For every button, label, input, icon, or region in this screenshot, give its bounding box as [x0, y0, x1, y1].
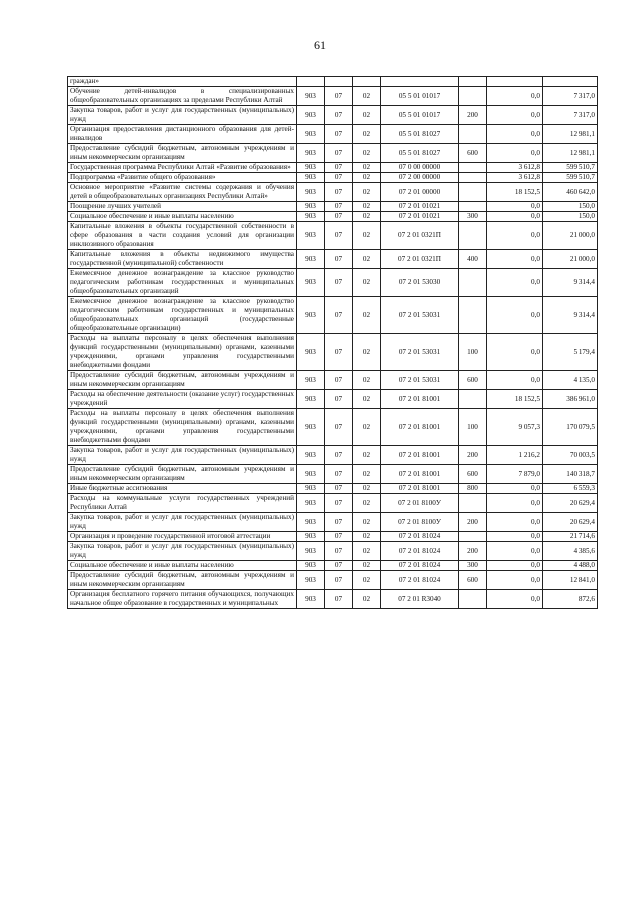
amount-1-cell: 0,0	[487, 250, 543, 269]
table-row	[68, 390, 598, 409]
expense-name-cell: Подпрограмма «Развитие общего образования»	[68, 173, 297, 183]
table-row	[68, 144, 598, 163]
expense-type-cell: 200	[459, 513, 487, 532]
target-article-cell: 07 2 01 53031	[381, 297, 459, 334]
amount-2-cell: 20 629,4	[543, 513, 598, 532]
amount-2-cell: 21 000,0	[543, 250, 598, 269]
amount-2-cell: 12 981,1	[543, 125, 598, 144]
subsection-code-cell: 02	[353, 125, 381, 144]
target-article-cell: 07 2 01 0321П	[381, 250, 459, 269]
target-article-cell: 07 2 01 81024	[381, 571, 459, 590]
subsection-code-cell: 02	[353, 513, 381, 532]
expense-name-cell: Социальное обеспечение и иные выплаты населению	[68, 561, 297, 571]
amount-1-cell: 0,0	[487, 590, 543, 609]
expense-type-cell: 300	[459, 212, 487, 222]
subsection-code-cell: 02	[353, 269, 381, 297]
subsection-code-cell: 02	[353, 297, 381, 334]
section-code-cell: 07	[325, 371, 353, 390]
table-row	[68, 513, 598, 532]
target-article-cell: 07 2 01 81024	[381, 542, 459, 561]
expense-type-cell	[459, 87, 487, 106]
expense-name-cell: граждан»	[68, 77, 297, 87]
expense-name-cell: Расходы на обеспечение деятельности (оказание услуг) государственных учреждений	[68, 390, 297, 409]
table-row	[68, 532, 598, 542]
target-article-cell: 07 2 01 0321П	[381, 222, 459, 250]
target-article-cell: 05 5 01 01017	[381, 106, 459, 125]
target-article-cell: 07 2 01 00000	[381, 183, 459, 202]
amount-2-cell: 599 510,7	[543, 173, 598, 183]
amount-2-cell: 21 714,6	[543, 532, 598, 542]
amount-1-cell: 0,0	[487, 532, 543, 542]
amount-2-cell: 7 317,0	[543, 106, 598, 125]
subsection-code-cell: 02	[353, 87, 381, 106]
expense-type-cell	[459, 125, 487, 144]
section-code-cell: 07	[325, 269, 353, 297]
amount-1-cell: 0,0	[487, 212, 543, 222]
expense-type-cell: 600	[459, 144, 487, 163]
amount-2-cell: 460 642,0	[543, 183, 598, 202]
expense-type-cell: 800	[459, 484, 487, 494]
expense-name-cell: Закупка товаров, работ и услуг для государственных (муниципальных) нужд	[68, 513, 297, 532]
table-row	[68, 542, 598, 561]
subsection-code-cell	[353, 77, 381, 87]
amount-2-cell: 70 003,5	[543, 446, 598, 465]
expense-name-cell: Ежемесячное денежное вознаграждение за классное руководство педагогическим работникам государственных и муниципальных общеобразовательных организаций	[68, 269, 297, 297]
ministry-code-cell: 903	[297, 371, 325, 390]
expense-type-cell	[459, 163, 487, 173]
table-row	[68, 212, 598, 222]
table-row	[68, 561, 598, 571]
table-row	[68, 571, 598, 590]
amount-1-cell: 0,0	[487, 494, 543, 513]
section-code-cell: 07	[325, 334, 353, 371]
target-article-cell: 07 2 01 01021	[381, 212, 459, 222]
expense-type-cell	[459, 173, 487, 183]
subsection-code-cell: 02	[353, 484, 381, 494]
amount-2-cell: 599 510,7	[543, 163, 598, 173]
ministry-code-cell: 903	[297, 513, 325, 532]
subsection-code-cell: 02	[353, 494, 381, 513]
expense-type-cell: 100	[459, 409, 487, 446]
expense-name-cell: Расходы на коммунальные услуги государственных учреждений Республики Алтай	[68, 494, 297, 513]
section-code-cell: 07	[325, 494, 353, 513]
subsection-code-cell: 02	[353, 371, 381, 390]
amount-2-cell: 872,6	[543, 590, 598, 609]
ministry-code-cell: 903	[297, 465, 325, 484]
section-code-cell: 07	[325, 87, 353, 106]
table-row	[68, 183, 598, 202]
expense-name-cell: Обучение детей-инвалидов в специализированных общеобразовательных организациях за пределами Республики Алтай	[68, 87, 297, 106]
ministry-code-cell: 903	[297, 532, 325, 542]
section-code-cell: 07	[325, 222, 353, 250]
ministry-code-cell: 903	[297, 409, 325, 446]
expense-type-cell	[459, 202, 487, 212]
amount-2-cell: 4 385,6	[543, 542, 598, 561]
ministry-code-cell: 903	[297, 484, 325, 494]
amount-1-cell: 18 152,5	[487, 390, 543, 409]
expense-name-cell: Предоставление субсидий бюджетным, автономным учреждениям и иным некоммерческим организациям	[68, 371, 297, 390]
subsection-code-cell: 02	[353, 144, 381, 163]
ministry-code-cell: 903	[297, 494, 325, 513]
expense-type-cell: 600	[459, 371, 487, 390]
target-article-cell: 07 2 01 53031	[381, 334, 459, 371]
amount-1-cell: 0,0	[487, 87, 543, 106]
table-row	[68, 222, 598, 250]
table-row	[68, 163, 598, 173]
table-row	[68, 77, 598, 87]
target-article-cell	[381, 77, 459, 87]
ministry-code-cell: 903	[297, 390, 325, 409]
page-number: 61	[314, 38, 326, 52]
amount-1-cell: 0,0	[487, 269, 543, 297]
table-row	[68, 297, 598, 334]
section-code-cell: 07	[325, 144, 353, 163]
target-article-cell: 05 5 01 81027	[381, 144, 459, 163]
amount-1-cell: 0,0	[487, 222, 543, 250]
target-article-cell: 07 2 01 8100У	[381, 494, 459, 513]
expense-type-cell	[459, 390, 487, 409]
amount-2-cell: 5 179,4	[543, 334, 598, 371]
table-row	[68, 334, 598, 371]
expense-type-cell	[459, 532, 487, 542]
amount-1-cell: 18 152,5	[487, 183, 543, 202]
ministry-code-cell: 903	[297, 250, 325, 269]
expense-name-cell: Организация предоставления дистанционного образования для детей-инвалидов	[68, 125, 297, 144]
section-code-cell: 07	[325, 561, 353, 571]
subsection-code-cell: 02	[353, 465, 381, 484]
section-code-cell: 07	[325, 163, 353, 173]
amount-2-cell: 386 961,0	[543, 390, 598, 409]
amount-2-cell: 170 079,5	[543, 409, 598, 446]
amount-1-cell: 0,0	[487, 125, 543, 144]
amount-1-cell	[487, 77, 543, 87]
amount-2-cell: 140 318,7	[543, 465, 598, 484]
expense-name-cell: Ежемесячное денежное вознаграждение за классное руководство педагогическим работникам государственных и муниципальных общеобразовательных организаций (государственные общеобразовательные организации)	[68, 297, 297, 334]
target-article-cell: 05 5 01 81027	[381, 125, 459, 144]
table-row	[68, 250, 598, 269]
table-row	[68, 106, 598, 125]
section-code-cell: 07	[325, 590, 353, 609]
target-article-cell: 07 2 01 81001	[381, 465, 459, 484]
section-code-cell: 07	[325, 106, 353, 125]
amount-1-cell: 3 612,8	[487, 163, 543, 173]
expense-name-cell: Расходы на выплаты персоналу в целях обеспечения выполнения функций государственными (муниципальными) органами, казенными учреждениями, органами управления государственными внебюджетными фондами	[68, 409, 297, 446]
expense-type-cell	[459, 494, 487, 513]
expense-name-cell: Иные бюджетные ассигнования	[68, 484, 297, 494]
amount-1-cell: 9 057,3	[487, 409, 543, 446]
target-article-cell: 07 2 01 81001	[381, 484, 459, 494]
amount-2-cell: 7 317,0	[543, 87, 598, 106]
expense-type-cell: 100	[459, 334, 487, 371]
table-row	[68, 494, 598, 513]
expense-type-cell: 600	[459, 571, 487, 590]
subsection-code-cell: 02	[353, 250, 381, 269]
ministry-code-cell: 903	[297, 446, 325, 465]
amount-1-cell: 0,0	[487, 513, 543, 532]
subsection-code-cell: 02	[353, 590, 381, 609]
table-row	[68, 87, 598, 106]
expense-type-cell: 600	[459, 465, 487, 484]
ministry-code-cell: 903	[297, 297, 325, 334]
table-row	[68, 125, 598, 144]
subsection-code-cell: 02	[353, 390, 381, 409]
expense-type-cell	[459, 222, 487, 250]
amount-1-cell: 1 216,2	[487, 446, 543, 465]
ministry-code-cell: 903	[297, 183, 325, 202]
amount-1-cell: 0,0	[487, 144, 543, 163]
section-code-cell: 07	[325, 173, 353, 183]
ministry-code-cell: 903	[297, 590, 325, 609]
ministry-code-cell: 903	[297, 542, 325, 561]
amount-1-cell: 7 879,0	[487, 465, 543, 484]
expense-name-cell: Капитальные вложения в объекты государственной собственности в сфере образования в части создания условий для организации инклюзивного образования	[68, 222, 297, 250]
amount-1-cell: 0,0	[487, 484, 543, 494]
expense-name-cell: Капитальные вложения в объекты недвижимого имущества государственной (муниципальной) собственности	[68, 250, 297, 269]
ministry-code-cell: 903	[297, 144, 325, 163]
amount-2-cell: 150,0	[543, 202, 598, 212]
amount-1-cell: 0,0	[487, 561, 543, 571]
table-row	[68, 202, 598, 212]
subsection-code-cell: 02	[353, 334, 381, 371]
expense-type-cell	[459, 590, 487, 609]
table-row	[68, 269, 598, 297]
subsection-code-cell: 02	[353, 561, 381, 571]
expense-type-cell	[459, 269, 487, 297]
table-row	[68, 465, 598, 484]
expense-name-cell: Поощрение лучших учителей	[68, 202, 297, 212]
section-code-cell: 07	[325, 446, 353, 465]
section-code-cell: 07	[325, 465, 353, 484]
amount-2-cell	[543, 77, 598, 87]
expense-type-cell: 200	[459, 446, 487, 465]
amount-1-cell: 0,0	[487, 297, 543, 334]
target-article-cell: 07 2 01 53030	[381, 269, 459, 297]
target-article-cell: 07 2 01 81001	[381, 390, 459, 409]
target-article-cell: 07 2 01 81024	[381, 561, 459, 571]
ministry-code-cell: 903	[297, 334, 325, 371]
amount-2-cell: 20 629,4	[543, 494, 598, 513]
target-article-cell: 07 0 00 00000	[381, 163, 459, 173]
amount-2-cell: 150,0	[543, 212, 598, 222]
expense-type-cell	[459, 183, 487, 202]
section-code-cell: 07	[325, 183, 353, 202]
section-code-cell: 07	[325, 513, 353, 532]
subsection-code-cell: 02	[353, 222, 381, 250]
ministry-code-cell	[297, 77, 325, 87]
target-article-cell: 07 2 01 81024	[381, 532, 459, 542]
expense-name-cell: Основное мероприятие «Развитие системы содержания и обучения детей в общеобразовательных организациях Республики Алтай»	[68, 183, 297, 202]
target-article-cell: 07 2 01 81001	[381, 409, 459, 446]
amount-2-cell: 12 981,1	[543, 144, 598, 163]
ministry-code-cell: 903	[297, 87, 325, 106]
section-code-cell: 07	[325, 409, 353, 446]
table-row	[68, 590, 598, 609]
amount-1-cell: 0,0	[487, 371, 543, 390]
expense-name-cell: Закупка товаров, работ и услуг для государственных (муниципальных) нужд	[68, 446, 297, 465]
amount-1-cell: 0,0	[487, 202, 543, 212]
target-article-cell: 07 2 01 8100У	[381, 513, 459, 532]
ministry-code-cell: 903	[297, 173, 325, 183]
ministry-code-cell: 903	[297, 106, 325, 125]
target-article-cell: 07 2 01 01021	[381, 202, 459, 212]
ministry-code-cell: 903	[297, 561, 325, 571]
subsection-code-cell: 02	[353, 212, 381, 222]
amount-2-cell: 6 559,3	[543, 484, 598, 494]
amount-2-cell: 9 314,4	[543, 297, 598, 334]
target-article-cell: 07 2 01 81001	[381, 446, 459, 465]
amount-2-cell: 12 841,0	[543, 571, 598, 590]
amount-1-cell: 0,0	[487, 542, 543, 561]
amount-2-cell: 21 000,0	[543, 222, 598, 250]
ministry-code-cell: 903	[297, 125, 325, 144]
subsection-code-cell: 02	[353, 409, 381, 446]
table-row	[68, 173, 598, 183]
expense-name-cell: Предоставление субсидий бюджетным, автономным учреждениям и иным некоммерческим организациям	[68, 571, 297, 590]
subsection-code-cell: 02	[353, 446, 381, 465]
target-article-cell: 07 2 01 R3040	[381, 590, 459, 609]
ministry-code-cell: 903	[297, 212, 325, 222]
ministry-code-cell: 903	[297, 571, 325, 590]
expense-type-cell: 200	[459, 106, 487, 125]
expense-name-cell: Предоставление субсидий бюджетным, автономным учреждениям и иным некоммерческим организациям	[68, 465, 297, 484]
section-code-cell: 07	[325, 390, 353, 409]
section-code-cell: 07	[325, 250, 353, 269]
section-code-cell: 07	[325, 212, 353, 222]
target-article-cell: 07 2 01 53031	[381, 371, 459, 390]
table-row	[68, 371, 598, 390]
expense-name-cell: Закупка товаров, работ и услуг для государственных (муниципальных) нужд	[68, 106, 297, 125]
subsection-code-cell: 02	[353, 202, 381, 212]
subsection-code-cell: 02	[353, 571, 381, 590]
expense-name-cell: Организация бесплатного горячего питания обучающихся, получающих начальное общее образование в государственных и муниципальных	[68, 590, 297, 609]
budget-table	[67, 76, 598, 609]
expense-name-cell: Социальное обеспечение и иные выплаты населению	[68, 212, 297, 222]
expense-type-cell: 300	[459, 561, 487, 571]
section-code-cell: 07	[325, 484, 353, 494]
expense-name-cell: Государственная программа Республики Алтай «Развитие образования»	[68, 163, 297, 173]
subsection-code-cell: 02	[353, 173, 381, 183]
amount-2-cell: 9 314,4	[543, 269, 598, 297]
section-code-cell: 07	[325, 571, 353, 590]
section-code-cell: 07	[325, 125, 353, 144]
table-row	[68, 484, 598, 494]
expense-type-cell	[459, 77, 487, 87]
expense-name-cell: Закупка товаров, работ и услуг для государственных (муниципальных) нужд	[68, 542, 297, 561]
expense-name-cell: Организация и проведение государственной итоговой аттестации	[68, 532, 297, 542]
ministry-code-cell: 903	[297, 202, 325, 212]
expense-name-cell: Предоставление субсидий бюджетным, автономным учреждениям и иным некоммерческим организациям	[68, 144, 297, 163]
ministry-code-cell: 903	[297, 269, 325, 297]
section-code-cell: 07	[325, 542, 353, 561]
ministry-code-cell: 903	[297, 163, 325, 173]
subsection-code-cell: 02	[353, 542, 381, 561]
expense-type-cell: 400	[459, 250, 487, 269]
amount-1-cell: 0,0	[487, 571, 543, 590]
subsection-code-cell: 02	[353, 183, 381, 202]
amount-2-cell: 4 135,0	[543, 371, 598, 390]
target-article-cell: 05 5 01 01017	[381, 87, 459, 106]
expense-type-cell: 200	[459, 542, 487, 561]
table-row	[68, 409, 598, 446]
section-code-cell: 07	[325, 297, 353, 334]
target-article-cell: 07 2 00 00000	[381, 173, 459, 183]
expense-name-cell: Расходы на выплаты персоналу в целях обеспечения выполнения функций государственными (муниципальными) органами, казенными учреждениями, органами управления государственными внебюджетными фондами	[68, 334, 297, 371]
amount-2-cell: 4 488,0	[543, 561, 598, 571]
section-code-cell: 07	[325, 532, 353, 542]
subsection-code-cell: 02	[353, 106, 381, 125]
subsection-code-cell: 02	[353, 163, 381, 173]
amount-1-cell: 3 612,8	[487, 173, 543, 183]
table-row	[68, 446, 598, 465]
expense-type-cell	[459, 297, 487, 334]
ministry-code-cell: 903	[297, 222, 325, 250]
amount-1-cell: 0,0	[487, 106, 543, 125]
amount-1-cell: 0,0	[487, 334, 543, 371]
section-code-cell	[325, 77, 353, 87]
section-code-cell: 07	[325, 202, 353, 212]
subsection-code-cell: 02	[353, 532, 381, 542]
